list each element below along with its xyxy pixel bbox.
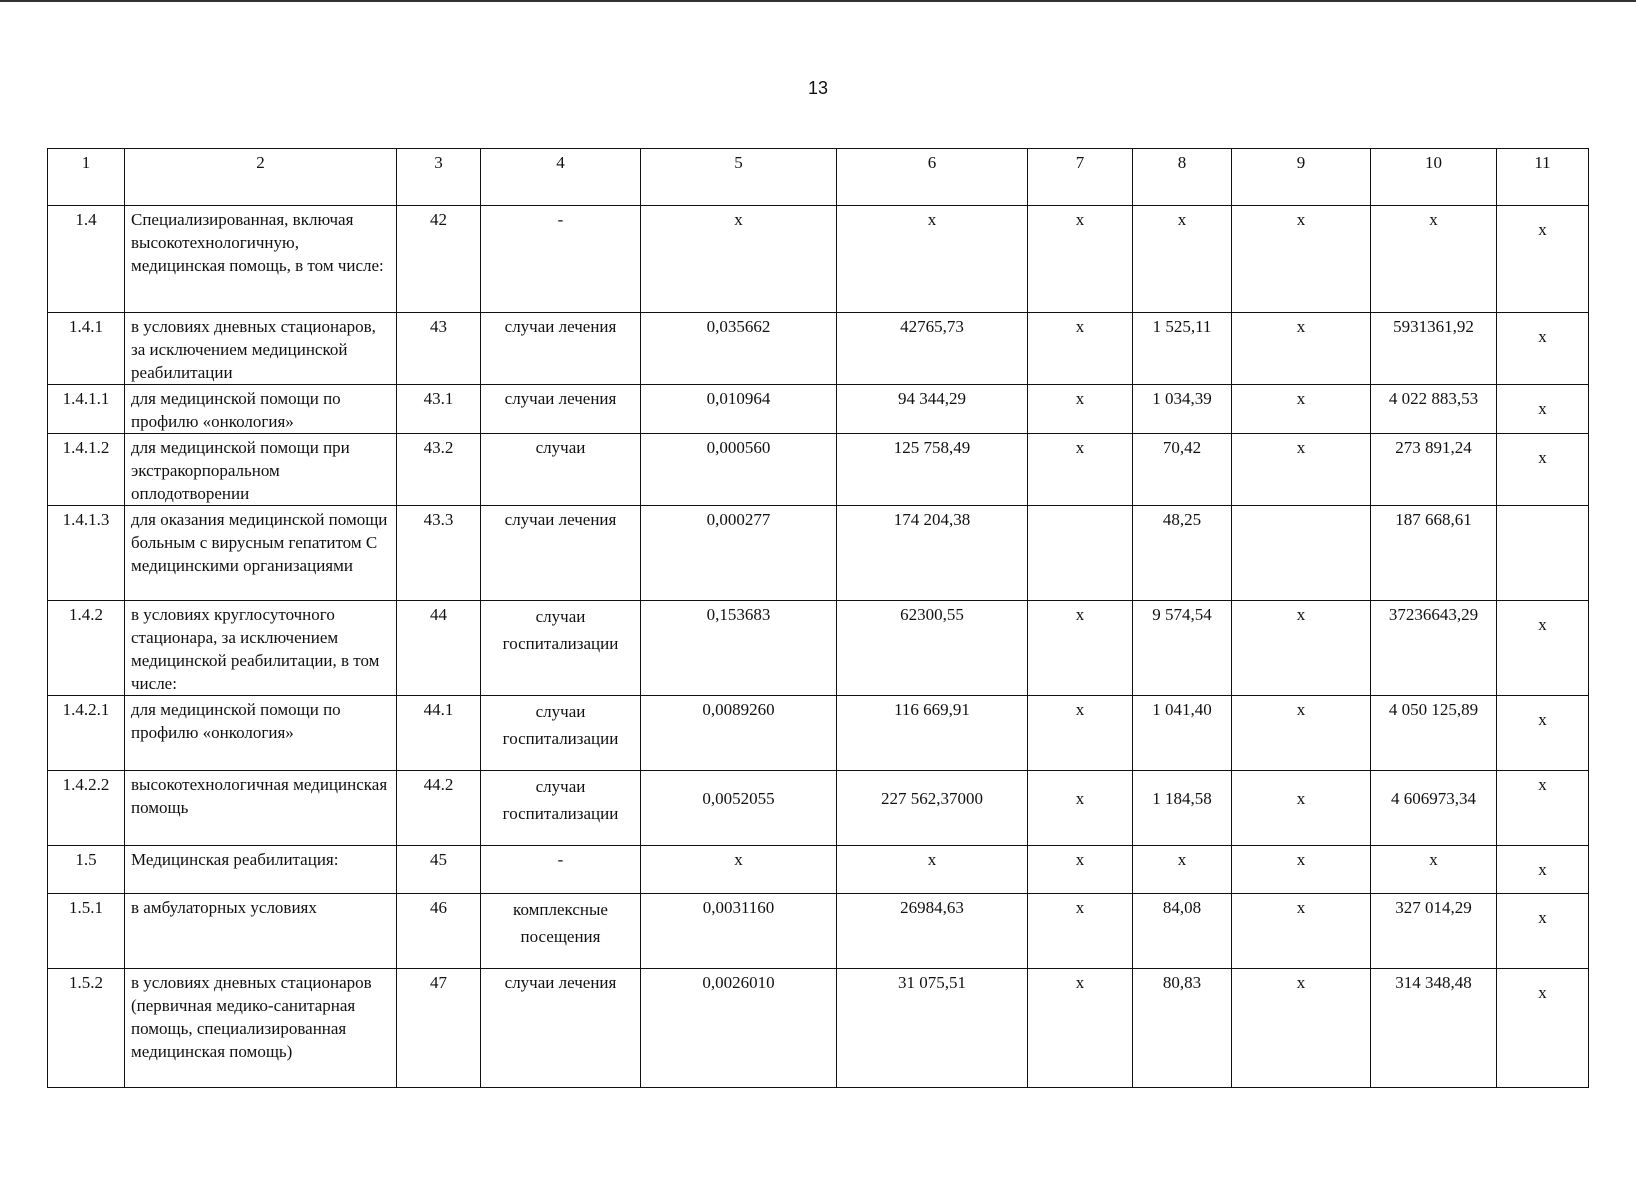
col-7-value: х [1028, 385, 1133, 434]
line-code: 45 [397, 846, 481, 894]
col-9-value: х [1232, 696, 1371, 771]
col-9-value: х [1232, 969, 1371, 1088]
col-7-value: х [1028, 313, 1133, 385]
col-6-value: 42765,73 [837, 313, 1028, 385]
unit: случаи лечения [481, 506, 641, 601]
row-number: 1.4.1.3 [48, 506, 125, 601]
table-row [48, 601, 1589, 696]
col-6-value: 125 758,49 [837, 434, 1028, 506]
col-8-value: х [1133, 206, 1232, 313]
col-10-value: 273 891,24 [1371, 434, 1497, 506]
col-9-value: х [1232, 601, 1371, 696]
line-code: 43.1 [397, 385, 481, 434]
col-6-value: 94 344,29 [837, 385, 1028, 434]
col-5-value: х [641, 846, 837, 894]
col-11-value: х [1497, 313, 1589, 385]
col-9-value: х [1232, 313, 1371, 385]
header-cell-5: 5 [641, 149, 837, 206]
col-6-value: 62300,55 [837, 601, 1028, 696]
col-10-value: 4 606973,34 [1371, 771, 1497, 846]
col-5-value: 0,0089260 [641, 696, 837, 771]
col-11-value [1497, 506, 1589, 601]
row-name: Медицинская реабилитация: [125, 846, 397, 894]
table-row [48, 771, 1589, 846]
col-7-value [1028, 506, 1133, 601]
col-8-value: 80,83 [1133, 969, 1232, 1088]
row-number: 1.4.1.2 [48, 434, 125, 506]
table-row [48, 894, 1589, 969]
line-code: 44.2 [397, 771, 481, 846]
row-name: для оказания медицинской помощи больным с вирусным гепатитом С медицинскими организациями [125, 506, 397, 601]
col-11-value: х [1497, 385, 1589, 434]
col-8-value: 1 034,39 [1133, 385, 1232, 434]
row-name: для медицинской помощи по профилю «онкология» [125, 385, 397, 434]
col-10-value: 4 050 125,89 [1371, 696, 1497, 771]
table-row [48, 434, 1589, 506]
row-number: 1.4 [48, 206, 125, 313]
col-11-value: х [1497, 771, 1589, 846]
col-7-value: х [1028, 696, 1133, 771]
col-11-value: х [1497, 894, 1589, 969]
line-code: 43.2 [397, 434, 481, 506]
col-10-value: 4 022 883,53 [1371, 385, 1497, 434]
data-table [47, 148, 1589, 1088]
col-5-value: 0,000560 [641, 434, 837, 506]
row-number: 1.4.2.1 [48, 696, 125, 771]
col-5-value: х [641, 206, 837, 313]
col-11-value: х [1497, 846, 1589, 894]
col-9-value: х [1232, 846, 1371, 894]
col-10-value: 327 014,29 [1371, 894, 1497, 969]
row-name: в условиях дневных стационаров (первичная медико-санитарная помощь, специализированная медицинская помощь) [125, 969, 397, 1088]
col-9-value: х [1232, 894, 1371, 969]
header-cell-1: 1 [48, 149, 125, 206]
row-number: 1.4.2 [48, 601, 125, 696]
unit: комплексные посещения [481, 894, 641, 969]
header-cell-8: 8 [1133, 149, 1232, 206]
col-8-value: 1 041,40 [1133, 696, 1232, 771]
col-8-value: 1 525,11 [1133, 313, 1232, 385]
col-9-value: х [1232, 771, 1371, 846]
header-row [48, 149, 1589, 206]
col-8-value: 84,08 [1133, 894, 1232, 969]
line-code: 42 [397, 206, 481, 313]
header-cell-11: 11 [1497, 149, 1589, 206]
col-6-value: 26984,63 [837, 894, 1028, 969]
col-5-value: 0,000277 [641, 506, 837, 601]
header-cell-3: 3 [397, 149, 481, 206]
row-number: 1.4.2.2 [48, 771, 125, 846]
col-5-value: 0,0031160 [641, 894, 837, 969]
col-10-value: 187 668,61 [1371, 506, 1497, 601]
header-cell-6: 6 [837, 149, 1028, 206]
row-name: в условиях круглосуточного стационара, за исключением медицинской реабилитации, в том числе: [125, 601, 397, 696]
unit: - [481, 206, 641, 313]
col-6-value: х [837, 846, 1028, 894]
col-7-value: х [1028, 206, 1133, 313]
col-5-value: 0,010964 [641, 385, 837, 434]
col-10-value: 5931361,92 [1371, 313, 1497, 385]
col-5-value: 0,0026010 [641, 969, 837, 1088]
line-code: 43.3 [397, 506, 481, 601]
col-7-value: х [1028, 434, 1133, 506]
table-row [48, 206, 1589, 313]
line-code: 46 [397, 894, 481, 969]
col-8-value: 1 184,58 [1133, 771, 1232, 846]
row-number: 1.5.2 [48, 969, 125, 1088]
header-cell-4: 4 [481, 149, 641, 206]
col-11-value: х [1497, 206, 1589, 313]
unit: случаи лечения [481, 313, 641, 385]
row-name: для медицинской помощи при экстракорпоральном оплодотворении [125, 434, 397, 506]
row-number: 1.5 [48, 846, 125, 894]
unit: - [481, 846, 641, 894]
col-9-value: х [1232, 206, 1371, 313]
col-6-value: х [837, 206, 1028, 313]
unit: случаи [481, 434, 641, 506]
col-6-value: 31 075,51 [837, 969, 1028, 1088]
col-7-value: х [1028, 846, 1133, 894]
page-top-border [0, 0, 1636, 2]
col-5-value: 0,035662 [641, 313, 837, 385]
table-row [48, 696, 1589, 771]
header-cell-10: 10 [1371, 149, 1497, 206]
col-11-value: х [1497, 434, 1589, 506]
col-6-value: 227 562,37000 [837, 771, 1028, 846]
unit: случаи лечения [481, 969, 641, 1088]
col-7-value: х [1028, 601, 1133, 696]
page-number: 13 [807, 78, 829, 98]
row-number: 1.4.1 [48, 313, 125, 385]
line-code: 44 [397, 601, 481, 696]
line-code: 43 [397, 313, 481, 385]
col-5-value: 0,0052055 [641, 771, 837, 846]
col-7-value: х [1028, 969, 1133, 1088]
col-11-value: х [1497, 601, 1589, 696]
col-9-value [1232, 506, 1371, 601]
col-10-value: 314 348,48 [1371, 969, 1497, 1088]
table-row [48, 969, 1589, 1088]
unit: случаи госпитализации [481, 696, 641, 771]
table-row [48, 313, 1589, 385]
header-cell-9: 9 [1232, 149, 1371, 206]
col-8-value: 9 574,54 [1133, 601, 1232, 696]
col-8-value: 48,25 [1133, 506, 1232, 601]
col-8-value: х [1133, 846, 1232, 894]
line-code: 47 [397, 969, 481, 1088]
row-name: в условиях дневных стационаров, за исключением медицинской реабилитации [125, 313, 397, 385]
col-8-value: 70,42 [1133, 434, 1232, 506]
row-number: 1.5.1 [48, 894, 125, 969]
line-code: 44.1 [397, 696, 481, 771]
col-7-value: х [1028, 894, 1133, 969]
col-11-value: х [1497, 969, 1589, 1088]
col-10-value: 37236643,29 [1371, 601, 1497, 696]
row-name: Специализированная, включая высокотехнологичную, медицинская помощь, в том числе: [125, 206, 397, 313]
row-name: в амбулаторных условиях [125, 894, 397, 969]
col-6-value: 174 204,38 [837, 506, 1028, 601]
header-cell-2: 2 [125, 149, 397, 206]
unit: случаи госпитализации [481, 601, 641, 696]
col-9-value: х [1232, 434, 1371, 506]
col-10-value: х [1371, 846, 1497, 894]
table-row [48, 846, 1589, 894]
row-number: 1.4.1.1 [48, 385, 125, 434]
row-name: для медицинской помощи по профилю «онкология» [125, 696, 397, 771]
col-7-value: х [1028, 771, 1133, 846]
table-row [48, 385, 1589, 434]
col-10-value: х [1371, 206, 1497, 313]
col-9-value: х [1232, 385, 1371, 434]
unit: случаи лечения [481, 385, 641, 434]
unit: случаи госпитализации [481, 771, 641, 846]
col-6-value: 116 669,91 [837, 696, 1028, 771]
header-cell-7: 7 [1028, 149, 1133, 206]
col-5-value: 0,153683 [641, 601, 837, 696]
col-11-value: х [1497, 696, 1589, 771]
row-name: высокотехнологичная медицинская помощь [125, 771, 397, 846]
table-row [48, 506, 1589, 601]
